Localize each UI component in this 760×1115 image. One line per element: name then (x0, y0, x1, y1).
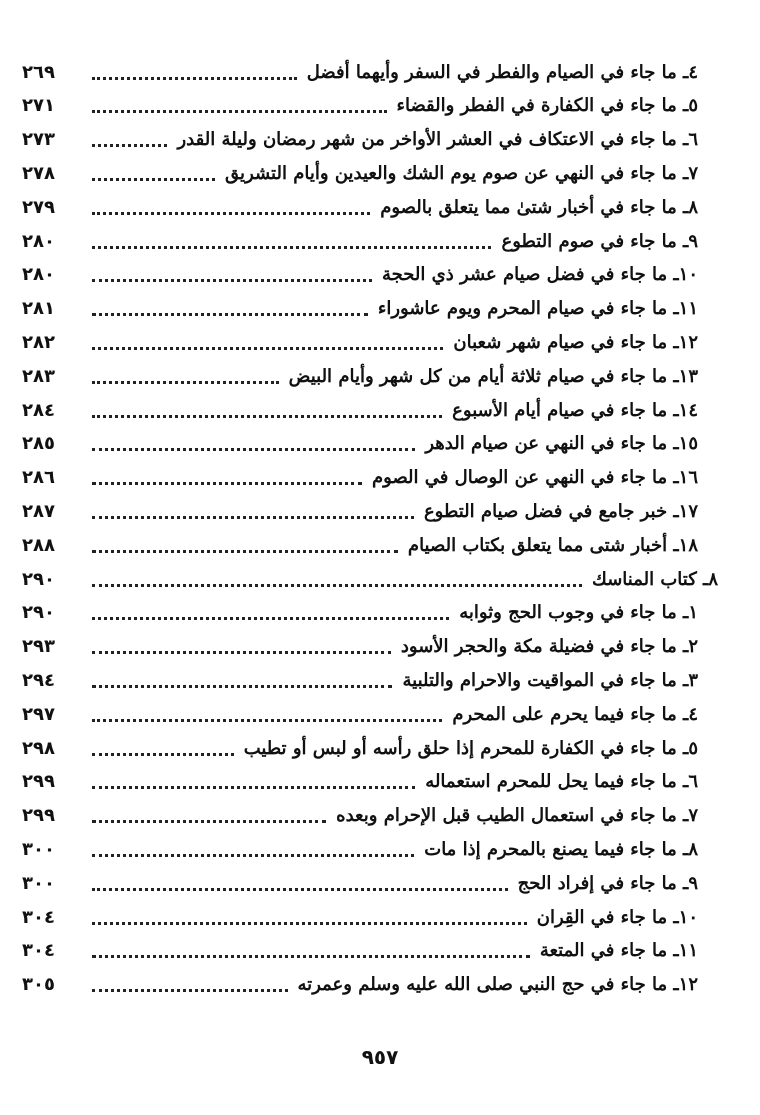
toc-entry-row (22, 123, 698, 157)
toc-entry-page: ٢٩٤ (22, 669, 55, 691)
dot-leader (92, 313, 368, 316)
dot-leader (92, 719, 442, 722)
toc-entry-row (22, 461, 698, 495)
toc-entry-row (22, 359, 698, 393)
dot-leader (92, 786, 415, 789)
toc-entry-row (22, 292, 698, 326)
toc-entry-row (22, 190, 698, 224)
toc-entry-row (22, 765, 698, 799)
toc-entry-page: ٣٠٠ (22, 872, 55, 894)
toc-entry-page: ٢٨٢ (22, 331, 55, 353)
toc-entry-row (22, 900, 698, 934)
dot-leader (92, 448, 415, 451)
dot-leader (92, 279, 372, 282)
toc-entry-row (22, 528, 698, 562)
dot-leader (92, 212, 370, 215)
toc-entry-row (22, 258, 698, 292)
toc-entry-row (22, 799, 698, 833)
toc-entry-page: ٢٩٩ (22, 771, 55, 793)
toc-entry-title: ١٣ـ ما جاء في صيام ثلاثة أيام من كل شهر وأيام البيض (283, 366, 698, 387)
page-number: ٩٥٧ (361, 1045, 399, 1069)
dot-leader (92, 516, 414, 519)
toc-entry-page: ٢٨٥ (22, 433, 55, 455)
toc-entry-page: ٣٠٤ (22, 906, 55, 928)
toc-entry-page: ٢٩٨ (22, 737, 55, 759)
toc-entry-row (22, 55, 698, 89)
dot-leader (92, 178, 215, 181)
dot-leader (92, 415, 442, 418)
dot-leader (92, 753, 234, 756)
toc-entry-row (22, 968, 698, 1002)
toc-entry-row (22, 393, 698, 427)
toc-entry-row (22, 663, 698, 697)
dot-leader (92, 617, 449, 620)
dot-leader (92, 246, 491, 249)
toc-entry-page: ٢٩٧ (22, 703, 55, 725)
toc-entry-page: ٣٠٥ (22, 974, 55, 996)
toc-entry-title: ٨ـ كتاب المناسك (586, 569, 718, 590)
toc-entry-row (22, 832, 698, 866)
dot-leader (92, 381, 279, 384)
toc-entry-page: ٢٧٨ (22, 162, 55, 184)
toc-entry-title: ٩ـ ما جاء في إفراد الحج (512, 873, 698, 894)
toc-entry-title: ٦ـ ما جاء فيما يحل للمحرم استعماله (419, 771, 698, 792)
toc-entry-title: ١٠ـ ما جاء في القِران (531, 907, 698, 928)
toc-entry-title: ١٢ـ ما جاء في صيام شهر شعبان (447, 332, 698, 353)
dot-leader (92, 550, 398, 553)
toc-entry-title: ٨ـ ما جاء فيما يصنع بالمحرم إذا مات (418, 839, 698, 860)
toc-entry-title: ١٧ـ خبر جامع في فضل صيام التطوع (418, 501, 698, 522)
toc-entry-title: ١١ـ ما جاء في المتعة (534, 940, 698, 961)
toc-entry-title: ٢ـ ما جاء في فضيلة مكة والحجر الأسود (395, 636, 698, 657)
toc-entry-row (22, 89, 698, 123)
toc-entry-title: ١٠ـ ما جاء في فضل صيام عشر ذي الحجة (376, 264, 698, 285)
toc-entry-row (22, 224, 698, 258)
dot-leader (92, 922, 527, 925)
toc-entry-page: ٢٩٠ (22, 602, 55, 624)
toc-entry-title: ٩ـ ما جاء في صوم التطوع (495, 231, 698, 252)
dot-leader (92, 685, 392, 688)
toc-entry-title: ٤ـ ما جاء في الصيام والفطر في السفر وأيهما أفضل (301, 62, 698, 83)
dot-leader (92, 989, 288, 992)
toc-entry-page: ٢٩٠ (22, 568, 55, 590)
dot-leader (92, 584, 582, 587)
dot-leader (92, 651, 391, 654)
toc-entry-page: ٢٧٩ (22, 196, 55, 218)
toc-entry-page: ٢٨٧ (22, 500, 55, 522)
dot-leader (92, 482, 362, 485)
toc-entry-row (22, 156, 698, 190)
dot-leader (92, 77, 297, 80)
toc-entry-title: ٨ـ ما جاء في أخبار شتىٰ مما يتعلق بالصوم (374, 197, 698, 218)
toc-entry-page: ٢٨٠ (22, 230, 55, 252)
dot-leader (92, 854, 414, 857)
toc-entry-page: ٢٦٩ (22, 61, 55, 83)
toc-entry-page: ٣٠٤ (22, 940, 55, 962)
toc-entry-row (22, 934, 698, 968)
toc-entry-page: ٢٧٣ (22, 129, 55, 151)
toc-entry-title: ١١ـ ما جاء في صيام المحرم ويوم عاشوراء (372, 298, 698, 319)
toc-entry-row (22, 494, 698, 528)
toc-entry-title: ٤ـ ما جاء فيما يحرم على المحرم (446, 704, 698, 725)
toc-entry-title: ١٢ـ ما جاء في حج النبي صلى الله عليه وسلم وعمرته (292, 974, 698, 995)
dot-leader (92, 110, 387, 113)
toc-entry-title: ٣ـ ما جاء في المواقيت والاحرام والتلبية (396, 670, 698, 691)
toc-entry-row (22, 596, 698, 630)
toc-entry-title: ١٦ـ ما جاء في النهي عن الوصال في الصوم (366, 467, 698, 488)
toc-chapter-row (22, 562, 718, 596)
toc-entry-row (22, 427, 698, 461)
toc-entry-page: ٢٨٦ (22, 467, 55, 489)
toc-entry-page: ٣٠٠ (22, 838, 55, 860)
toc-entry-title: ٥ـ ما جاء في الكفارة في الفطر والقضاء (391, 95, 699, 116)
toc-entry-page: ٢٩٩ (22, 805, 55, 827)
toc-entry-title: ٥ـ ما جاء في الكفارة للمحرم إذا حلق رأسه أو لبس أو تطيب (238, 738, 698, 759)
toc-entry-title: ٧ـ ما جاء في النهي عن صوم يوم الشك والعيدين وأيام التشريق (219, 163, 698, 184)
toc-entry-title: ١٤ـ ما جاء في صيام أيام الأسبوع (446, 400, 698, 421)
toc-entry-page: ٢٨٤ (22, 399, 55, 421)
toc-entry-row (22, 697, 698, 731)
dot-leader (92, 820, 326, 823)
toc-entry-title: ٦ـ ما جاء في الاعتكاف في العشر الأواخر من شهر رمضان وليلة القدر (171, 129, 698, 150)
toc-entry-title: ١٨ـ أخبار شتى مما يتعلق بكتاب الصيام (402, 535, 698, 556)
toc-entry-row (22, 630, 698, 664)
toc-entry-row (22, 325, 698, 359)
dot-leader (92, 347, 443, 350)
toc-entry-title: ٧ـ ما جاء في استعمال الطيب قبل الإحرام وبعده (330, 805, 698, 826)
toc-entry-row (22, 731, 698, 765)
toc-entry-page: ٢٨٠ (22, 264, 55, 286)
toc-entry-row (22, 866, 698, 900)
toc-entry-page: ٢٨٨ (22, 534, 55, 556)
toc-entry-title: ١٥ـ ما جاء في النهي عن صيام الدهر (419, 433, 698, 454)
dot-leader (92, 144, 167, 147)
dot-leader (92, 888, 508, 891)
dot-leader (92, 955, 530, 958)
toc-entry-page: ٢٧١ (22, 95, 55, 117)
toc-entry-page: ٢٨١ (22, 298, 55, 320)
toc-entry-page: ٢٩٣ (22, 636, 55, 658)
toc-entry-title: ١ـ ما جاء في وجوب الحج وثوابه (453, 602, 698, 623)
toc-entry-page: ٢٨٣ (22, 365, 55, 387)
